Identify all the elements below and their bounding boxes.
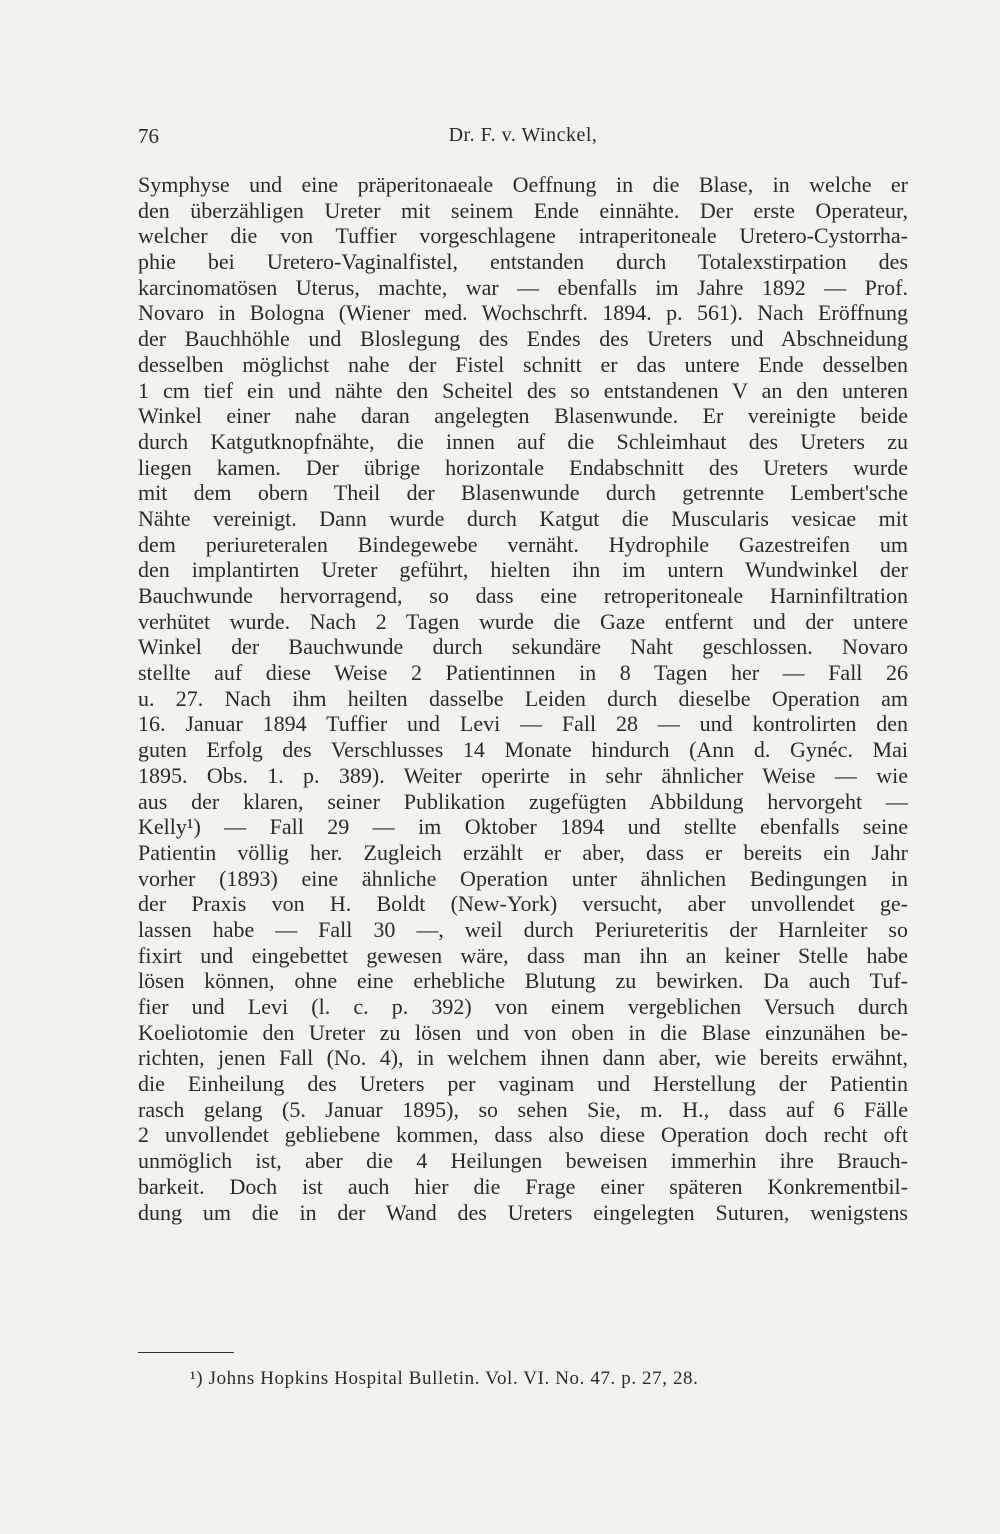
text-line: richten, jenen Fall (No. 4), in welchem ihnen dann aber, wie bereits erwähnt, bbox=[138, 1045, 908, 1071]
page-number: 76 bbox=[138, 124, 159, 148]
text-line: Kelly¹) — Fall 29 — im Oktober 1894 und stellte ebenfalls seine bbox=[138, 814, 908, 840]
text-line: barkeit. Doch ist auch hier die Frage einer späteren Konkrementbil- bbox=[138, 1173, 908, 1199]
body-text bbox=[138, 172, 908, 1225]
text-line: lösen können, ohne eine erhebliche Blutung zu bewirken. Da auch Tuf- bbox=[138, 968, 908, 994]
text-line: fier und Levi (l. c. p. 392) von einem vergeblichen Versuch durch bbox=[138, 994, 908, 1019]
text-line: verhütet wurde. Nach 2 Tagen wurde die Gaze entfernt und der untere bbox=[138, 608, 908, 634]
footnote-divider bbox=[138, 1352, 234, 1353]
text-line: karcinomatösen Uterus, machte, war — ebenfalls im Jahre 1892 — Prof. bbox=[138, 274, 908, 300]
page-header bbox=[138, 124, 908, 156]
text-line: dung um die in der Wand des Ureters eingelegten Suturen, wenigstens bbox=[138, 1199, 908, 1225]
running-head: Dr. F. v. Winckel, bbox=[448, 124, 598, 146]
text-line: stellte auf diese Weise 2 Patientinnen in 8 Tagen her — Fall 26 bbox=[138, 660, 908, 686]
text-line: dem periureteralen Bindegewebe vernäht. Hydrophile Gazestreifen um bbox=[138, 531, 908, 557]
text-line: Winkel einer nahe daran angelegten Blasenwunde. Er vereinigte beide bbox=[138, 403, 908, 429]
text-line: u. 27. Nach ihm heilten dasselbe Leiden durch dieselbe Operation am bbox=[138, 685, 908, 711]
text-line: Symphyse und eine präperitonaeale Oeffnung in die Blase, in welche er bbox=[138, 172, 908, 197]
text-line: der Praxis von H. Boldt (New-York) versucht, aber unvollendet ge- bbox=[138, 891, 908, 917]
text-line: guten Erfolg des Verschlusses 14 Monate hindurch (Ann d. Gynéc. Mai bbox=[138, 737, 908, 763]
text-line: Novaro in Bologna (Wiener med. Wochschrft. 1894. p. 561). Nach Eröffnung bbox=[138, 300, 908, 326]
text-line: fixirt und eingebettet gewesen wäre, dass man ihn an keiner Stelle habe bbox=[138, 942, 908, 968]
text-line: durch Katgutknopfnähte, die innen auf die Schleimhaut des Ureters zu bbox=[138, 428, 908, 454]
text-line: 16. Januar 1894 Tuffier und Levi — Fall 28 — und kontrolirten den bbox=[138, 711, 908, 737]
text-line: den überzähligen Ureter mit seinem Ende einnähte. Der erste Operateur, bbox=[138, 197, 908, 223]
text-line: der Bauchhöhle und Bloslegung des Endes des Ureters und Abschneidung bbox=[138, 326, 908, 352]
text-line: lassen habe — Fall 30 —, weil durch Periureteritis der Harnleiter so bbox=[138, 916, 908, 942]
text-line: rasch gelang (5. Januar 1895), so sehen Sie, m. H., dass auf 6 Fälle bbox=[138, 1096, 908, 1122]
text-line: aus der klaren, seiner Publikation zugefügten Abbildung hervorgeht — bbox=[138, 788, 908, 814]
text-line: phie bei Uretero-Vaginalfistel, entstanden durch Totalexstirpation des bbox=[138, 249, 908, 275]
text-line: welcher die von Tuffier vorgeschlagene intraperitoneale Uretero-Cystorrha- bbox=[138, 223, 908, 249]
text-line: liegen kamen. Der übrige horizontale Endabschnitt des Ureters wurde bbox=[138, 454, 908, 480]
text-line: Koeliotomie den Ureter zu lösen und von oben in die Blase einzunähen be- bbox=[138, 1019, 908, 1045]
text-line: mit dem obern Theil der Blasenwunde durch getrennte Lembert'sche bbox=[138, 480, 908, 506]
text-line: unmöglich ist, aber die 4 Heilungen beweisen immerhin ihre Brauch- bbox=[138, 1148, 908, 1174]
text-line: Patientin völlig her. Zugleich erzählt er aber, dass er bereits ein Jahr bbox=[138, 839, 908, 865]
footnote: ¹) Johns Hopkins Hospital Bulletin. Vol. VI. No. 47. p. 27, 28. bbox=[190, 1368, 699, 1389]
text-line: Winkel der Bauchwunde durch sekundäre Naht geschlossen. Novaro bbox=[138, 634, 908, 660]
text-line: 1 cm tief ein und nähte den Scheitel des so entstandenen V an den unteren bbox=[138, 377, 908, 403]
text-line: 1895. Obs. 1. p. 389). Weiter operirte in sehr ähnlicher Weise — wie bbox=[138, 762, 908, 788]
text-line: Bauchwunde hervorragend, so dass eine retroperitoneale Harninfiltration bbox=[138, 583, 908, 608]
text-line: den implantirten Ureter geführt, hielten ihn im untern Wundwinkel der bbox=[138, 557, 908, 583]
text-line: desselben möglichst nahe der Fistel schnitt er das untere Ende desselben bbox=[138, 351, 908, 377]
text-line: vorher (1893) eine ähnliche Operation unter ähnlichen Bedingungen in bbox=[138, 865, 908, 891]
text-line: Nähte vereinigt. Dann wurde durch Katgut die Muscularis vesicae mit bbox=[138, 505, 908, 531]
text-line: die Einheilung des Ureters per vaginam und Herstellung der Patientin bbox=[138, 1071, 908, 1097]
text-line: 2 unvollendet gebliebene kommen, dass also diese Operation doch recht oft bbox=[138, 1122, 908, 1148]
